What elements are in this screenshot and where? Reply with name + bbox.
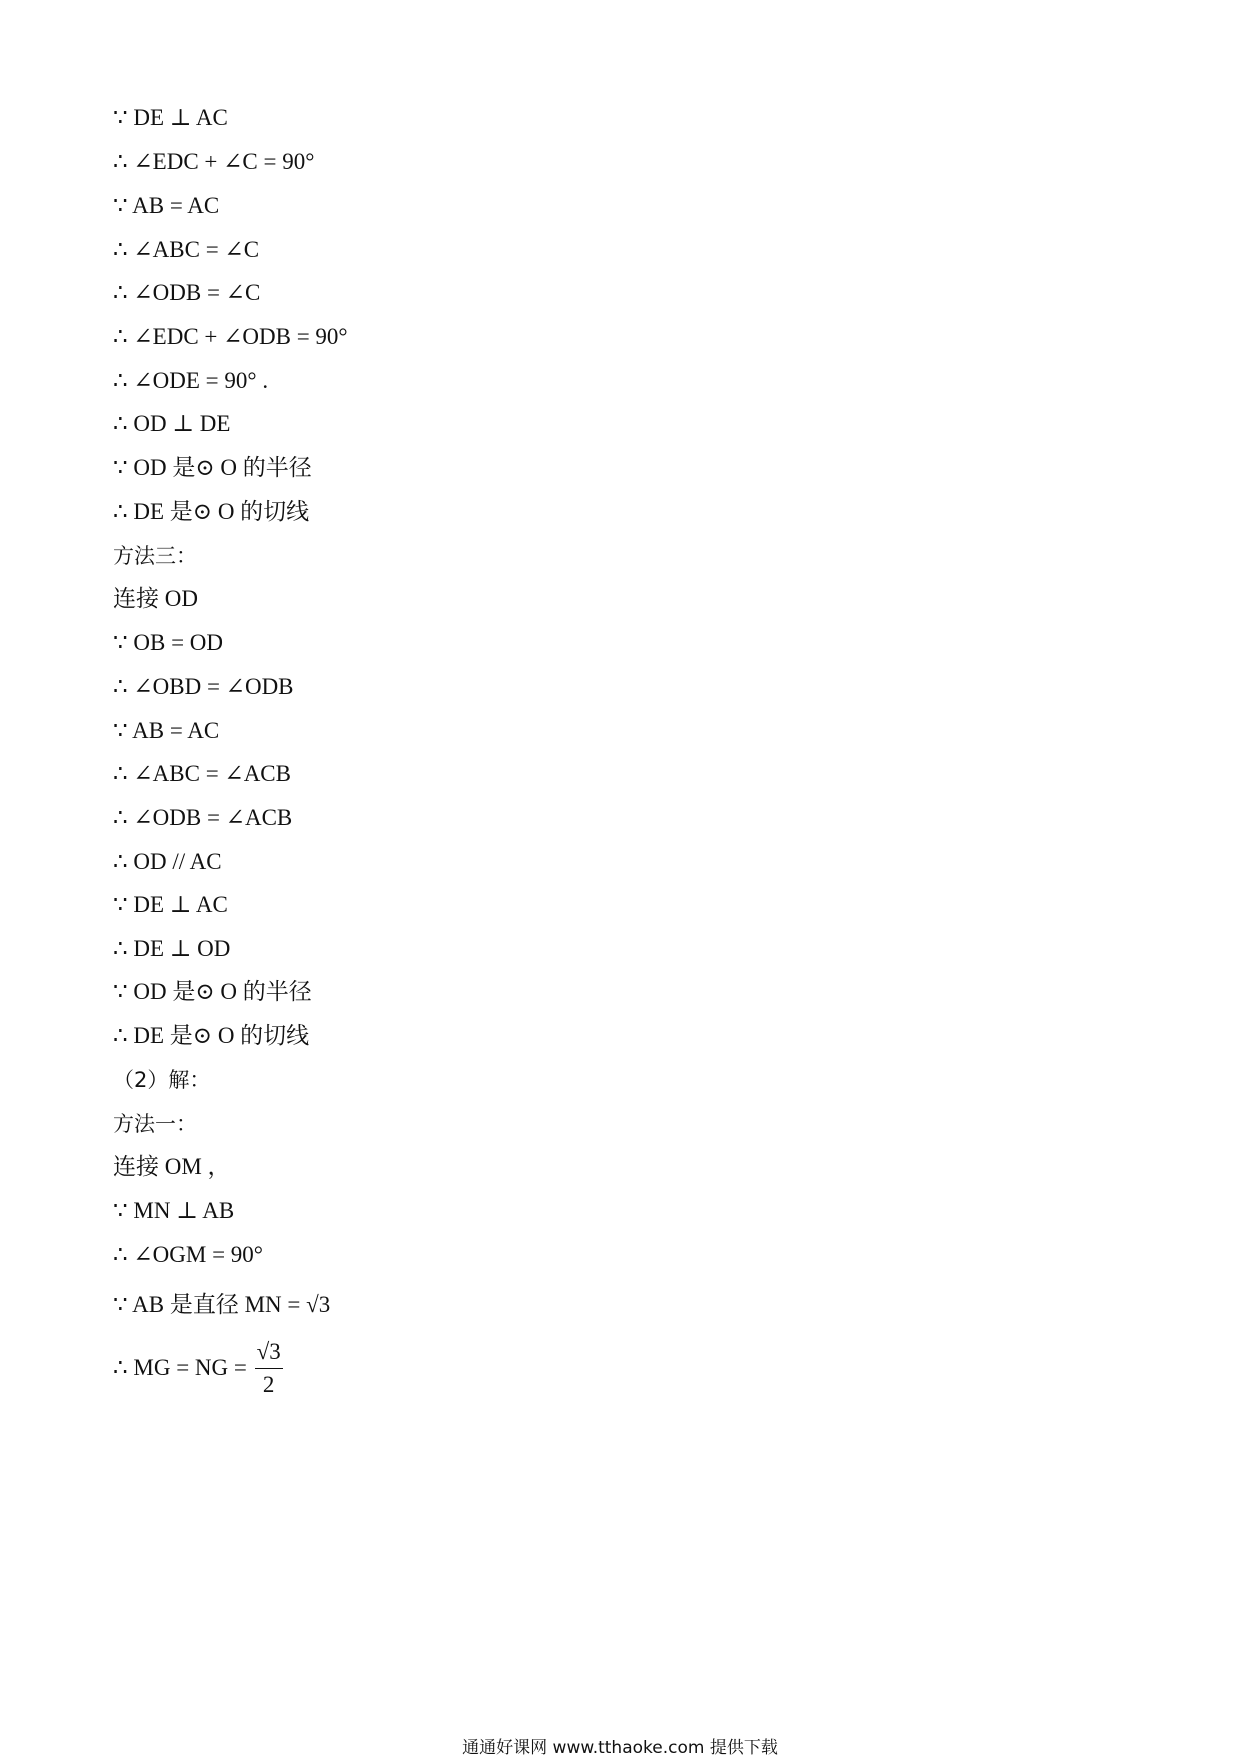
fraction-numerator: √3 <box>255 1338 283 1369</box>
proof-line: ∵ DE ⊥ AC <box>113 892 228 917</box>
proof-line: 连接 OM ， <box>113 1154 231 1179</box>
proof-line: ∵ OD 是⊙ O 的半径 <box>113 979 312 1004</box>
proof-line: ∵ OD 是⊙ O 的半径 <box>113 455 312 480</box>
proof-line: ∵ AB = AC <box>113 193 220 218</box>
equation-lhs: ∴ MG = NG = <box>113 1355 247 1380</box>
proof-line: ∵ AB = AC <box>113 718 220 743</box>
proof-line: ∵ MN ⊥ AB <box>113 1198 235 1223</box>
method-heading: 方法三： <box>113 544 197 568</box>
part-heading: （2）解： <box>113 1068 211 1092</box>
proof-line: ∵ DE ⊥ AC <box>113 105 228 130</box>
proof-line: ∵ AB 是直径 MN = √3 <box>113 1292 331 1317</box>
proof-line: ∴ OD // AC <box>113 849 222 874</box>
proof-line: ∴ ∠EDC + ∠C = 90° <box>113 149 315 174</box>
proof-line: ∴ ∠OBD = ∠ODB <box>113 674 294 699</box>
proof-line: ∴ DE ⊥ OD <box>113 936 231 961</box>
proof-line: ∴ OD ⊥ DE <box>113 411 231 436</box>
proof-line: ∴ ∠EDC + ∠ODB = 90° <box>113 324 348 349</box>
proof-line: ∴ ∠ODB = ∠C <box>113 280 261 305</box>
fraction-equation <box>113 1338 283 1398</box>
proof-line: ∴ ∠ODB = ∠ACB <box>113 805 293 830</box>
proof-line: ∴ DE 是⊙ O 的切线 <box>113 499 310 524</box>
fraction-denominator: 2 <box>262 1372 275 1397</box>
method-heading: 方法一： <box>113 1112 197 1136</box>
proof-line: ∴ ∠ODE = 90° . <box>113 368 269 393</box>
proof-line: ∵ OB = OD <box>113 630 224 655</box>
page-footer: 通通好课网 www.tthaoke.com 提供下载 <box>462 1738 778 1758</box>
fraction <box>255 1338 283 1398</box>
proof-line: ∴ DE 是⊙ O 的切线 <box>113 1023 310 1048</box>
proof-line: ∴ ∠ABC = ∠ACB <box>113 761 291 786</box>
proof-line: ∴ ∠ABC = ∠C <box>113 237 260 262</box>
proof-line: 连接 OD <box>113 586 198 611</box>
proof-line: ∴ ∠OGM = 90° <box>113 1242 263 1267</box>
